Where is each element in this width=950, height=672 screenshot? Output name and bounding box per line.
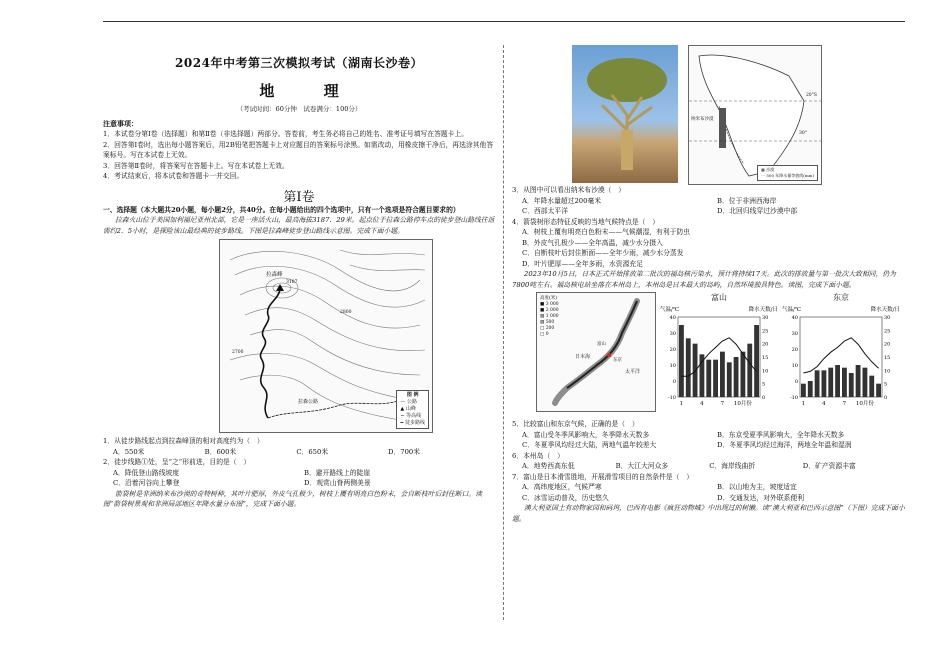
legend-item-road: — 公路 bbox=[400, 399, 417, 405]
chart-title: 富山 bbox=[711, 293, 727, 302]
passage-1: 拉森火山位于美国加利福尼亚州北部，它是一座活火山，最高海拔3187．29米。起点位于拉森公路停车点的徒步登山路线往返需约2．5小时，是探险该山最经典的徒步路线。下图是拉森峰徒步登山路线示意图。完成下面小题。 bbox=[103, 216, 495, 235]
precip-days-bar bbox=[734, 357, 739, 397]
africa-legend bbox=[757, 165, 818, 181]
tree-illustration bbox=[572, 45, 678, 183]
left-tick-label: 30 bbox=[669, 331, 676, 337]
option-a[interactable]: A．550米 bbox=[113, 447, 145, 456]
option-a[interactable]: A．地势西高东低 bbox=[522, 462, 575, 470]
quiver-tree-photo bbox=[572, 45, 678, 183]
option-d[interactable]: D．北回归线穿过沙漠中部 bbox=[717, 207, 798, 215]
precip-days-bar bbox=[863, 368, 868, 397]
precip-days-bar bbox=[869, 376, 874, 397]
option-b[interactable]: B．避开路线上的陡崖 bbox=[304, 468, 371, 477]
precip-days-bar bbox=[754, 325, 759, 397]
precip-days-bar bbox=[849, 373, 854, 397]
japan-elevation-legend bbox=[540, 296, 559, 338]
question-options bbox=[103, 447, 495, 458]
chart-tokyo bbox=[782, 292, 900, 417]
header-rule bbox=[103, 21, 905, 22]
exam-title: 2024年中考第三次模拟考试（湖南长沙卷） bbox=[175, 56, 423, 70]
y-axis-label-left: 气温/℃ bbox=[782, 307, 802, 313]
label-sea-of-japan: 日本海 bbox=[575, 354, 591, 360]
right-tick-label: 30 bbox=[762, 315, 769, 321]
note-item: 4．考试结束后，将本试卷和答题卡一并交回。 bbox=[103, 172, 244, 180]
option-a[interactable]: A．高纬度地区，气候严寒 bbox=[522, 483, 602, 491]
option-b[interactable]: B．以山地为主，坡度适宜 bbox=[717, 483, 797, 491]
question-stem: 1．从徒步路线起点到拉森峰顶的相对高度约为（ ） bbox=[103, 437, 264, 445]
question-options bbox=[512, 196, 912, 217]
left-tick-label: 20 bbox=[791, 347, 798, 353]
option-b[interactable]: B．大江大河众多 bbox=[615, 462, 669, 470]
right-tick-label: 10 bbox=[762, 368, 769, 375]
precip-days-bar bbox=[686, 338, 691, 397]
figure-row-2 bbox=[536, 292, 912, 417]
note-item: 3．回答第Ⅱ卷时，将答案写在答题卡上。写在本试卷上无效。 bbox=[103, 161, 289, 170]
right-tick-label: 0 bbox=[762, 395, 766, 401]
option-c[interactable]: C．海岸线曲折 bbox=[709, 462, 756, 470]
label-pacific: 太平洋 bbox=[625, 369, 641, 375]
precip-days-bar bbox=[822, 370, 827, 397]
contour-map-legend bbox=[396, 390, 429, 429]
option-c[interactable]: C．西部太平洋 bbox=[522, 207, 568, 215]
precip-days-bar bbox=[801, 384, 806, 397]
section-instruction: 一、选择题（本大题共20小题，每小题2分，共40分。在每小题给出的四个选项中，只有一个选项是符合题目要求的） bbox=[103, 205, 460, 214]
precip-days-bar bbox=[679, 325, 684, 397]
question-5 bbox=[512, 419, 912, 451]
passage-4: 澳大利亚国土有动物家园和码坞，巴西有电影《疯狂动物城》中出现过的树懒。读“澳大利亚和巴西示意图”（下图）完成下面小题。 bbox=[512, 504, 905, 523]
label-20s: 20°S bbox=[805, 93, 817, 98]
figure-row-1 bbox=[572, 45, 912, 185]
question-options bbox=[512, 430, 912, 451]
x-tick-label: 1 bbox=[679, 401, 684, 407]
right-tick-label: 15 bbox=[884, 355, 891, 361]
note-item: 1．本试卷分第Ⅰ卷（选择题）和第Ⅱ卷（非选择题）两部分。答卷前，考生务必将自己的姓名、准考证号填写在答题卡上。 bbox=[103, 130, 469, 138]
precip-days-bar bbox=[808, 381, 813, 397]
question-stem: 2．徒步线路①处，呈“之”形前进，目的是（ ） bbox=[103, 458, 251, 466]
question-7 bbox=[512, 472, 912, 504]
left-column bbox=[103, 50, 495, 510]
section-title: 第Ⅰ卷 bbox=[283, 189, 315, 205]
right-tick-label: 15 bbox=[762, 355, 769, 361]
label-3187: 3187 bbox=[286, 280, 298, 285]
question-options bbox=[103, 468, 495, 489]
option-b[interactable]: B．600米 bbox=[204, 447, 237, 456]
label-lassen-road: 拉森公路 bbox=[298, 399, 319, 405]
chart-title: 东京 bbox=[833, 293, 849, 302]
left-tick-label: 10 bbox=[669, 363, 676, 369]
left-tick-label: 40 bbox=[669, 315, 676, 321]
question-6 bbox=[512, 451, 912, 472]
legend-item: □ 200 bbox=[540, 326, 555, 331]
question-stem: 3．从图中可以看出纳米布沙漠（ ） bbox=[512, 186, 626, 194]
question-stem: 6．本州岛（ ） bbox=[512, 451, 564, 460]
left-tick-label: 0 bbox=[794, 379, 798, 385]
option-c[interactable]: C．自断枝叶后封住断面——全年少雨，减少水分蒸发 bbox=[522, 249, 684, 257]
exam-meta: （考试时间：60分钟 试卷满分：100分） bbox=[236, 105, 362, 113]
precip-days-bar bbox=[828, 368, 833, 397]
notes-list bbox=[103, 129, 495, 182]
right-tick-label: 30 bbox=[884, 315, 891, 321]
right-tick-label: 20 bbox=[762, 341, 769, 348]
question-options bbox=[512, 461, 912, 472]
precip-days-bar bbox=[747, 344, 752, 397]
climate-chart-tokyo bbox=[782, 303, 900, 413]
option-d[interactable]: D．冬夏季风均经过海洋，两地全年温和湿润 bbox=[717, 441, 852, 449]
right-tick-label: 0 bbox=[884, 395, 888, 401]
legend-item-peak: ▲ 山峰 bbox=[400, 406, 416, 412]
option-d[interactable]: D．700米 bbox=[388, 447, 421, 456]
legend-desert: ▦ 沙漠 bbox=[761, 167, 775, 172]
question-options bbox=[512, 482, 912, 503]
contour-map bbox=[219, 239, 433, 433]
column-divider bbox=[503, 45, 504, 620]
label-namib: 纳米布沙漠 bbox=[691, 117, 714, 122]
option-d[interactable]: D．矿产资源丰富 bbox=[802, 462, 856, 470]
question-options bbox=[512, 227, 912, 269]
x-tick-label: 10月份 bbox=[855, 401, 874, 407]
label-2700: 2700 bbox=[232, 350, 244, 355]
x-tick-label: 10月份 bbox=[733, 401, 752, 407]
option-a[interactable]: A．富山受冬季风影响大，冬季降水天数多 bbox=[522, 430, 650, 439]
precip-days-bar bbox=[842, 368, 847, 397]
legend-item: ■ 2 000 bbox=[540, 308, 559, 313]
left-tick-label: 0 bbox=[672, 379, 676, 385]
right-tick-label: 5 bbox=[884, 381, 888, 388]
legend-title: 图 例 bbox=[406, 392, 419, 398]
legend-item: □ 0 bbox=[540, 332, 549, 337]
x-tick-label: 4 bbox=[822, 401, 826, 407]
precip-days-bar bbox=[700, 354, 705, 397]
legend-title: 高度(米) bbox=[540, 296, 558, 301]
left-tick-label: 30 bbox=[791, 331, 798, 337]
legend-item-trail: ━ 徒步路线 bbox=[400, 420, 425, 426]
right-tick-label: 25 bbox=[762, 328, 769, 335]
label-toyama: 富山 bbox=[597, 342, 606, 347]
question-stem: 7．富山是日本滑雪胜地，开展滑雪项目的自然条件是（ ） bbox=[512, 472, 694, 481]
option-a[interactable]: A．树枝上覆有明亮白色粉末——气候潮湿，有利于防虫 bbox=[522, 228, 691, 236]
japan-map bbox=[536, 292, 656, 412]
legend-item-contour: ~ 等高线 bbox=[400, 413, 422, 419]
legend-isohyet: ⋯ 500 年降水量等值线(mm) bbox=[761, 173, 814, 178]
option-c[interactable]: C．冬夏季风均经过大陆，两地气温年较差大 bbox=[522, 441, 657, 449]
legend-item: ■ 3 000 bbox=[540, 302, 559, 307]
x-tick-label: 4 bbox=[700, 401, 704, 407]
right-column bbox=[512, 45, 912, 524]
precip-days-bar bbox=[856, 365, 861, 397]
option-a[interactable]: A．降低登山路线坡度 bbox=[113, 468, 180, 477]
precip-days-bar bbox=[706, 360, 711, 397]
option-b[interactable]: B．外皮气孔极少——全年高温，减少水分摄入 bbox=[522, 238, 663, 247]
left-tick-label: 20 bbox=[669, 347, 676, 353]
precip-days-bar bbox=[741, 352, 746, 397]
y-axis-label-right: 降水天数/日 bbox=[748, 307, 778, 313]
subject-title: 地 理 bbox=[259, 82, 361, 100]
x-tick-label: 1 bbox=[801, 401, 806, 407]
label-lassen-peak: 拉森峰 bbox=[266, 272, 283, 278]
climate-chart-toyama bbox=[660, 303, 778, 413]
label-tokyo: 东京 bbox=[613, 358, 622, 363]
label-2800: 2800 bbox=[340, 310, 352, 315]
left-tick-label: -10 bbox=[789, 395, 798, 401]
question-3 bbox=[512, 185, 912, 217]
left-tick-label: 40 bbox=[791, 315, 798, 321]
precip-days-bar bbox=[876, 384, 881, 397]
precip-days-bar bbox=[720, 352, 725, 397]
note-item: 2．回答第Ⅰ卷时，选出每小题答案后，用2B铅笔把答题卡上对应题目的答案标号涂黑。如需改动，用橡皮擦干净后，再选涂其他答案标号。写在本试卷上无效。 bbox=[103, 140, 494, 159]
question-4 bbox=[512, 217, 912, 270]
legend-item: ▨ 1 000 bbox=[540, 314, 559, 319]
option-c[interactable]: C．冰雪运动普及，历史悠久 bbox=[522, 493, 609, 502]
question-stem: 5．比较富山和东京气候，正确的是（ ） bbox=[512, 420, 639, 428]
right-tick-label: 25 bbox=[884, 328, 891, 335]
precip-days-bar bbox=[815, 370, 820, 397]
precip-days-bar bbox=[727, 362, 732, 397]
chart-toyama bbox=[660, 292, 778, 417]
legend-item: ▧ 500 bbox=[540, 320, 555, 325]
africa-outline bbox=[689, 46, 821, 184]
option-d[interactable]: D．交通发达，对外联系便利 bbox=[717, 493, 805, 502]
x-tick-label: 7 bbox=[842, 401, 847, 407]
left-tick-label: 10 bbox=[791, 363, 798, 369]
precip-days-bar bbox=[693, 344, 698, 397]
africa-precip-map bbox=[688, 45, 822, 185]
passage-2: 箭袋树是非洲纳米布沙漠的奇特树种，其叶片肥厚，外皮气孔极少，树枝上覆有明亮白色粉末，会自断枝叶后封住断口。读图“箭袋树景观和非洲局部地区年降水量分布图”，完成下面小题。 bbox=[103, 489, 483, 508]
question-1 bbox=[103, 436, 495, 457]
y-axis-label-right: 降水天数/日 bbox=[870, 307, 900, 313]
passage-3: 2023年10月5日，日本正式开始排放第二批次的福岛核污染水，预计将持续17天。此次的排放量与第一批次大致相同，仍为7800吨左右。福岛核电站坐落在本州岛上，本州岛是日本最大的岛屿，自然环境独具特色。读图，完成下面小题。 bbox=[512, 270, 896, 289]
x-tick-label: 7 bbox=[720, 401, 725, 407]
option-d[interactable]: D．观赏山脊两侧美景 bbox=[304, 479, 371, 487]
notes-title: 注意事项： bbox=[103, 119, 138, 128]
option-a[interactable]: A．年降水量超过200毫米 bbox=[522, 196, 602, 205]
right-tick-label: 10 bbox=[884, 368, 891, 375]
option-d[interactable]: D．叶片肥厚——全年多雨，水资源充足 bbox=[522, 259, 643, 268]
precip-days-bar bbox=[713, 360, 718, 397]
question-2 bbox=[103, 457, 495, 489]
option-c[interactable]: C．沿着河谷向上攀登 bbox=[113, 479, 180, 487]
question-stem: 4．箭袋树形态特征反映的当地气候特点是（ ） bbox=[512, 217, 660, 226]
right-tick-label: 20 bbox=[884, 341, 891, 348]
option-c[interactable]: C．650米 bbox=[296, 447, 329, 456]
left-tick-label: -10 bbox=[667, 395, 676, 401]
y-axis-label-left: 气温/℃ bbox=[660, 307, 680, 313]
precip-days-bar bbox=[835, 365, 840, 397]
option-b[interactable]: B．东京受夏季风影响大，全年降水天数多 bbox=[717, 430, 845, 439]
label-30: 30° bbox=[799, 131, 807, 136]
option-b[interactable]: B．位于非洲西海岸 bbox=[717, 196, 777, 205]
right-tick-label: 5 bbox=[762, 381, 766, 388]
